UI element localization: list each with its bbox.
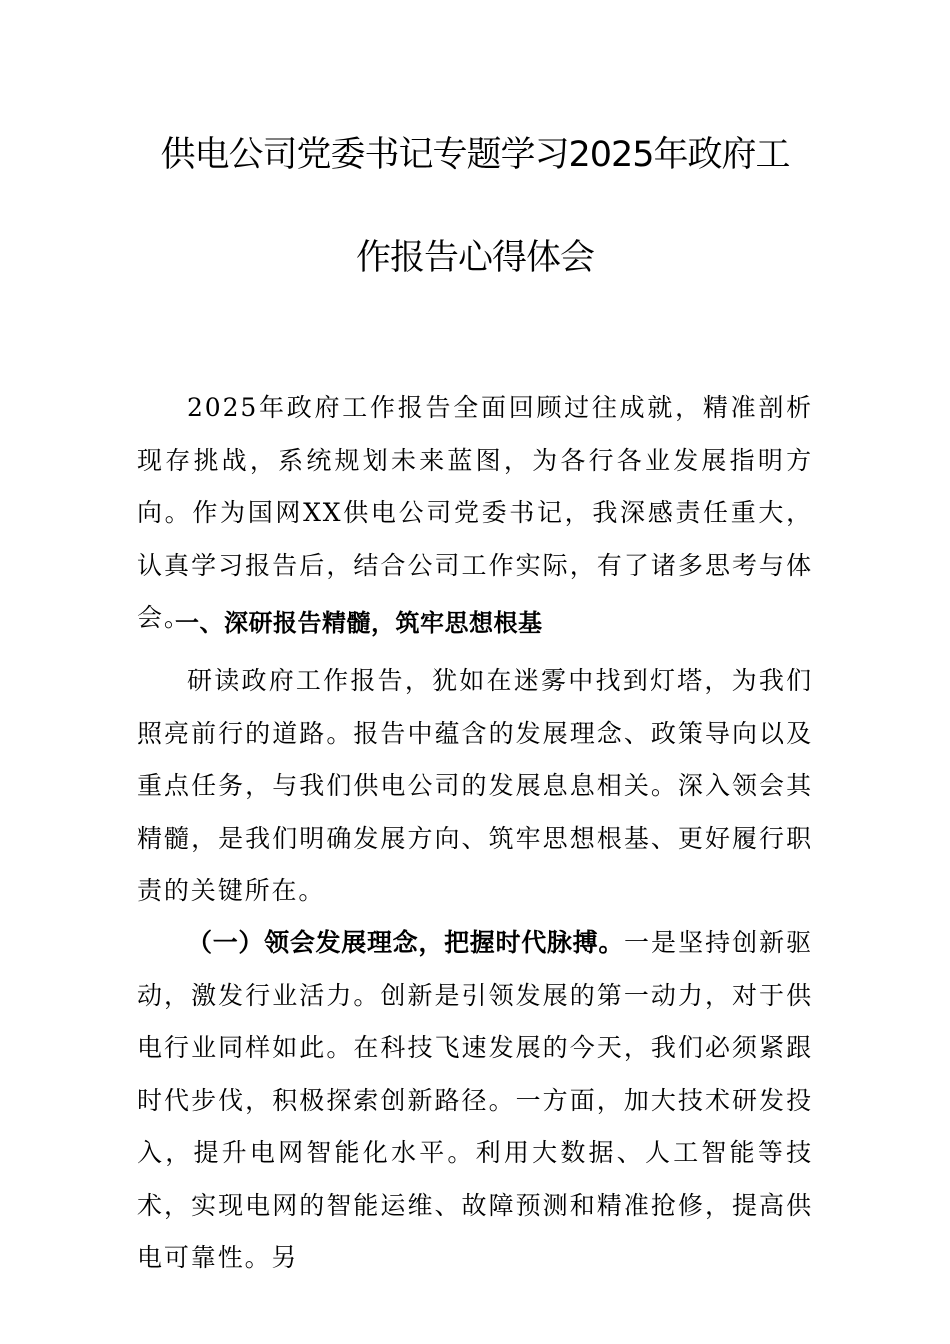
intro-paragraph: 2025年政府工作报告全面回顾过往成就，精准剖析现存挑战，系统规划未来蓝图，为各行各业发展指明方向。作为国网XX供电公司党委书记，我深感责任重大，认真学习报告后，结合公司工作实际，有了诸多思考与体会。: [137, 393, 813, 632]
subsection-lead: （一）领会发展理念，把握时代脉搏。: [187, 928, 625, 957]
subsection-paragraph: [137, 917, 813, 1285]
document-title-line-1: 供电公司党委书记专题学习2025年政府工: [160, 135, 790, 175]
section-heading: 一、深研报告精髓，筑牢思想根基: [175, 609, 543, 637]
subsection-text: 一是坚持创新驱动，激发行业活力。创新是引领发展的第一动力，对于供电行业同样如此。在科技飞速发展的今天，我们必须紧跟时代步伐，积极探索创新路径。一方面，加大技术研发投入，提升电网智能化水平。利用大数据、人工智能等技术，实现电网的智能运维、故障预测和精准抢修，提高供电可靠性。另: [137, 928, 813, 1272]
section-paragraph: 研读政府工作报告，犹如在迷雾中找到灯塔，为我们照亮前行的道路。报告中蕴含的发展理念、政策导向以及重点任务，与我们供电公司的发展息息相关。深入领会其精髓，是我们明确发展方向、筑牢思想根基、更好履行职责的关键所在。: [137, 666, 813, 905]
document-title-line-2: 作报告心得体会: [355, 238, 594, 278]
